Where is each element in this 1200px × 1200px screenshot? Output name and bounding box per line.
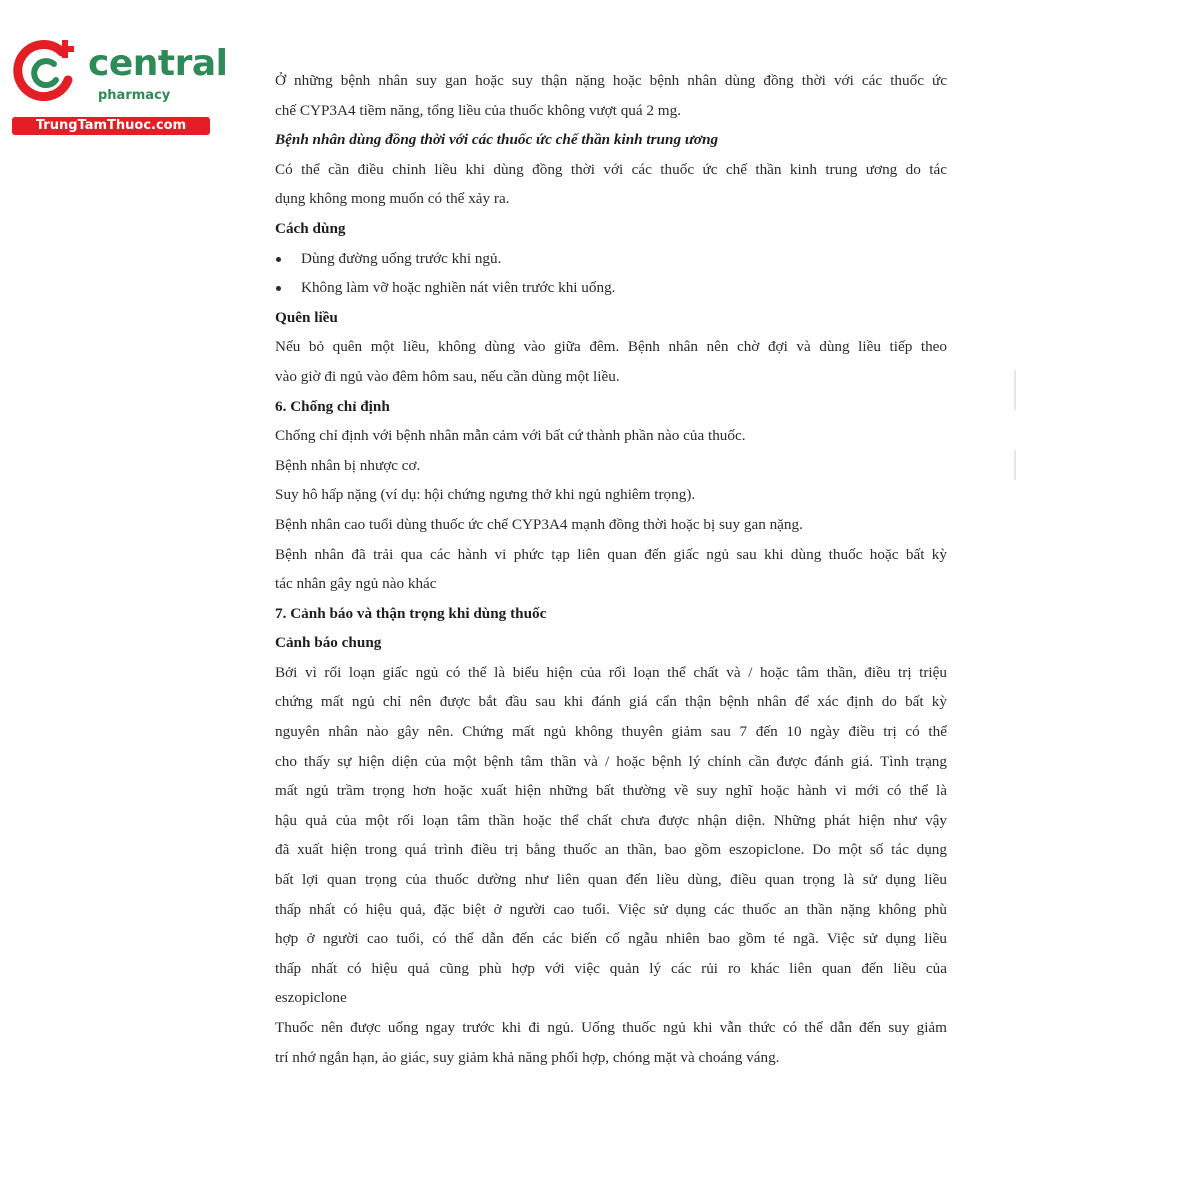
section-heading: 6. Chống chỉ định xyxy=(275,397,390,415)
logo-subtitle: pharmacy xyxy=(98,88,171,103)
bullet-dot-icon xyxy=(275,244,301,274)
bullet-text: Không làm vỡ hoặc nghiền nát viên trước khi uống. xyxy=(301,279,616,297)
text-line: cho thấy sự hiện diện của một bệnh tâm thần và / hoặc bệnh lý chính cần được đánh giá. Tình trạng xyxy=(275,752,947,770)
brand-logo xyxy=(10,38,228,138)
text-line: Bởi vì rối loạn giấc ngủ có thể là biểu hiện của rối loạn thể chất và / hoặc tâm thần, điều trị triệu xyxy=(275,663,947,681)
text-line: chế CYP3A4 tiềm năng, tổng liều của thuốc không vượt quá 2 mg. xyxy=(275,101,682,119)
text-line: Bệnh nhân cao tuổi dùng thuốc ức chế CYP3A4 mạnh đồng thời hoặc bị suy gan nặng. xyxy=(275,515,803,533)
text-line: hợp ở người cao tuổi, có thể dẫn đến các biến cố ngẫu nhiên bao gồm té ngã. Việc sử dụng liều xyxy=(275,930,947,948)
text-line: Suy hô hấp nặng (ví dụ: hội chứng ngưng thở khi ngủ nghiêm trọng). xyxy=(275,486,696,504)
section-heading: 7. Cảnh báo và thận trọng khi dùng thuốc xyxy=(275,604,547,622)
bullet-text: Dùng đường uống trước khi ngủ. xyxy=(301,249,502,267)
text-line: Ở những bệnh nhân suy gan hoặc suy thận nặng hoặc bệnh nhân dùng đồng thời với các thuốc ức xyxy=(275,72,947,89)
scan-artifact xyxy=(1014,450,1016,480)
subsection-heading: Quên liều xyxy=(275,308,338,326)
central-pharmacy-logo-icon xyxy=(10,38,80,108)
subsection-heading: Cảnh báo chung xyxy=(275,634,382,652)
subsection-heading: Cách dùng xyxy=(275,219,346,237)
logo-wordmark: central xyxy=(88,43,228,84)
text-line: nguyên nhân nào gây nên. Chứng mất ngủ không thuyên giảm sau 7 đến 10 ngày điều trị có thể xyxy=(275,723,947,741)
text-line: eszopiclone xyxy=(275,989,347,1007)
text-line: chứng mất ngủ chỉ nên được bắt đầu sau khi đánh giá cẩn thận bệnh nhân để xác định do bất kỳ xyxy=(275,693,947,711)
subsection-heading: Bệnh nhân dùng đồng thời với các thuốc ức chế thần kinh trung ương xyxy=(275,131,719,149)
bullet-item xyxy=(275,244,947,274)
text-line: vào giờ đi ngủ vào đêm hôm sau, nếu cần dùng một liều. xyxy=(275,367,620,385)
bullet-item xyxy=(275,273,947,303)
text-line: trí nhớ ngắn hạn, ảo giác, suy giảm khả năng phối hợp, chóng mặt và choáng váng. xyxy=(275,1048,780,1066)
text-line: bất lợi quan trọng của thuốc dường như liên quan đến liều dùng, điều quan trọng là sử dụng liều xyxy=(275,871,947,889)
text-line: thấp nhất có hiệu quả cũng phù hợp với việc quản lý các rủi ro khác liên quan đến liều của xyxy=(275,959,947,977)
logo-website-banner: TrungTamThuoc.com xyxy=(12,117,210,135)
text-line: Bệnh nhân bị nhược cơ. xyxy=(275,456,421,474)
scan-artifact xyxy=(1014,370,1016,410)
text-line: Có thể cần điều chỉnh liều khi dùng đồng thời với các thuốc ức chế thần kinh trung ương do tác xyxy=(275,160,947,178)
text-line: Nếu bỏ quên một liều, không dùng vào giữa đêm. Bệnh nhân nên chờ đợi và dùng liều tiếp theo xyxy=(275,338,947,356)
text-line: thấp nhất có hiệu quả, đặc biệt ở người cao tuổi. Việc sử dụng các thuốc an thần nặng không phù xyxy=(275,900,947,918)
text-line: Chống chỉ định với bệnh nhân mẫn cảm với bất cứ thành phần nào của thuốc. xyxy=(275,427,746,445)
text-line: dụng không mong muốn có thể xảy ra. xyxy=(275,190,510,208)
text-line: mất ngủ trầm trọng hơn hoặc xuất hiện những bất thường về suy nghĩ hoặc hành vi mới có thể là xyxy=(275,782,947,800)
text-line: đã xuất hiện trong quá trình điều trị bằng thuốc an thần, bao gồm eszopiclone. Do một số tác dụng xyxy=(275,841,947,859)
text-line: Thuốc nên được uống ngay trước khi đi ngủ. Uống thuốc ngủ khi vẫn thức có thể dẫn đến suy giảm xyxy=(275,1019,947,1036)
document-body xyxy=(275,66,947,1072)
text-line: hậu quả của một rối loạn tâm thần hoặc thể chất chưa được nhận diện. Những phát hiện như vậy xyxy=(275,811,947,829)
bullet-dot-icon xyxy=(275,273,301,303)
text-line: tác nhân gây ngủ nào khác xyxy=(275,575,437,593)
text-line: Bệnh nhân đã trải qua các hành vi phức tạp liên quan đến giấc ngủ sau khi dùng thuốc hoặc bất kỳ xyxy=(275,545,947,563)
